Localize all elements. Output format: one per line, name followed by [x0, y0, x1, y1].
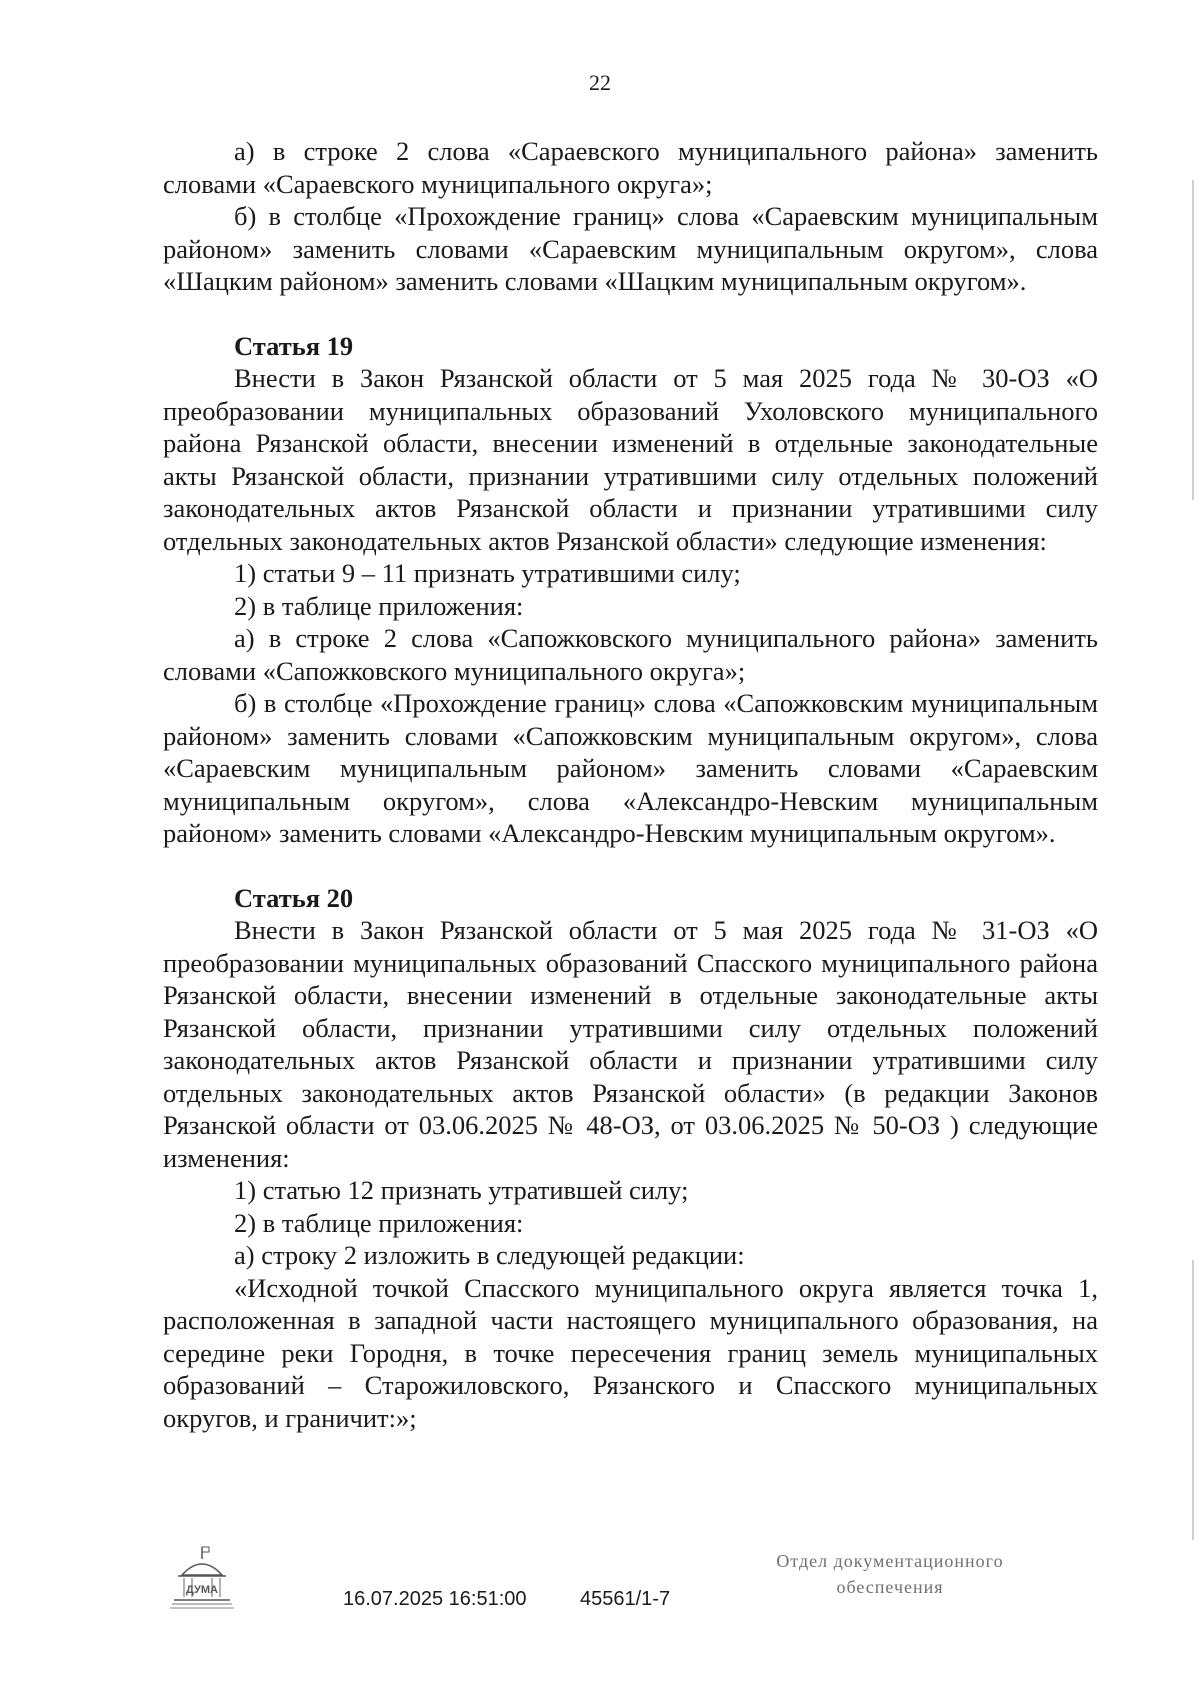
- document-number: 45561/1-7: [580, 1588, 671, 1610]
- intro-paragraph-b: б) в столбце «Прохождение границ» слова «Сараевским муниципальным районом» заменить словами «Сараевским муниципальным округом», слова «Шацким районом» заменить словами «Шацким муниципальным округом».: [163, 201, 1098, 296]
- article-19-paragraph: 1) статьи 9 – 11 признать утратившими силу;: [234, 558, 741, 588]
- stamp-line-2: обеспечения: [836, 1577, 944, 1597]
- intro-paragraph-a: а) в строке 2 слова «Сараевского муниципального района» заменить словами «Сараевского муниципального округа»;: [163, 136, 1098, 199]
- page-number: 22: [589, 70, 611, 95]
- department-stamp: [740, 1548, 1040, 1600]
- document-timestamp: 16.07.2025 16:51:00: [343, 1588, 527, 1610]
- article-20-heading: Статья 20: [234, 882, 354, 913]
- article-19-paragraph: б) в столбце «Прохождение границ» слова «Сапожковским муниципальным районом» заменить словами «Сапожковским муниципальным округом», слова «Сараевским муниципальным районом» заменить словами «Сараевским муниципальным округом», слова «Александро-Невским муниципальным районом» заменить словами «Александро-Невским муниципальным округом».: [163, 688, 1098, 848]
- article-20-paragraph: а) строку 2 изложить в следующей редакции:: [234, 1240, 745, 1270]
- scan-edge-mark: [1192, 1260, 1194, 1540]
- stamp-line-1: Отдел документационного: [776, 1551, 1004, 1571]
- article-19-heading: Статья 19: [234, 330, 354, 361]
- article-20-paragraph: 2) в таблице приложения:: [234, 1207, 524, 1238]
- article-19-paragraph: 2) в таблице приложения:: [234, 590, 524, 621]
- article-20-paragraph: 1) статью 12 признать утратившей силу;: [234, 1175, 689, 1205]
- duma-building-icon: [170, 1545, 234, 1613]
- scan-edge-mark: [1192, 180, 1194, 500]
- article-20-paragraph: «Исходной точкой Спасского муниципального округа является точка 1, расположенная в западной части настоящего муниципального образования, на середине реки Городня, в точке пересечения границ земель муниципальных образований – Старожиловского, Рязанского и Спасского муниципальных округов, и граничит:»;: [163, 1272, 1098, 1433]
- logo-text: ДУМА: [186, 1584, 218, 1596]
- document-body: [163, 135, 1098, 1434]
- article-19-paragraph: Внести в Закон Рязанской области от 5 мая 2025 года № 30-ОЗ «О преобразовании муниципальных образований Ухоловского муниципального района Рязанской области, внесении изменений в отдельные законодательные акты Рязанской области, признании утратившими силу отдельных положений законодательных актов Рязанской области и признании утратившими силу отдельных законодательных актов Рязанской области» следующие изменения:: [163, 363, 1098, 556]
- article-20-paragraph: Внести в Закон Рязанской области от 5 мая 2025 года № 31-ОЗ «О преобразовании муниципальных образований Спасского муниципального района Рязанской области, внесении изменений в отдельные законодательные акты Рязанской области, признании утратившими силу отдельных положений законодательных актов Рязанской области и признании утратившими силу отдельных законодательных актов Рязанской области» (в редакции Законов Рязанской области от 03.06.2025 № 48-ОЗ, от 03.06.2025 № 50-ОЗ ) следующие изменения:: [163, 915, 1098, 1173]
- article-19-paragraph: а) в строке 2 слова «Сапожковского муниципального района» заменить словами «Сапожковского муниципального округа»;: [163, 623, 1098, 686]
